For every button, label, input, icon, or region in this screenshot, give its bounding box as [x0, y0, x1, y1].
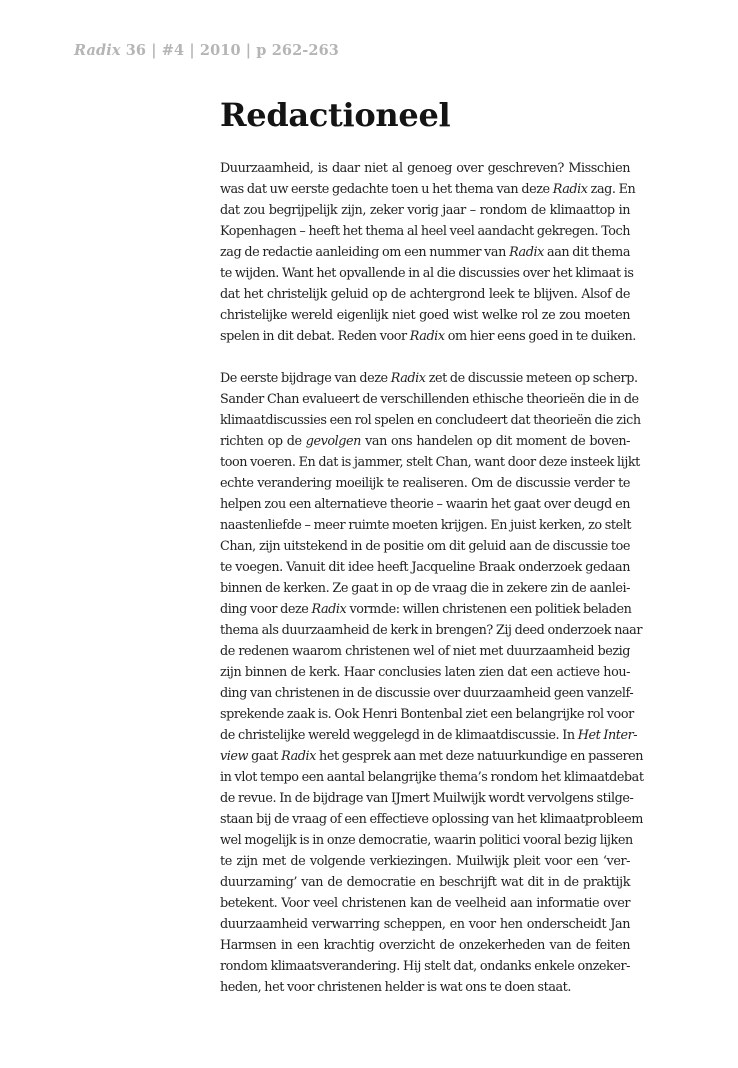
text-run: dat zou begrijpelijk zijn, zeker vorig jaar – rondom de klimaattop in — [220, 203, 630, 218]
text-line — [220, 515, 630, 536]
text-line — [220, 872, 630, 893]
journal-name: Radix — [74, 42, 121, 59]
text-run: te voegen. Vanuit dit idee heeft Jacqueline Braak onderzoek gedaan — [220, 559, 630, 575]
text-line — [220, 494, 630, 515]
text-run: staan bij de vraag of een effectieve oplossing van het klimaatprobleem — [220, 811, 643, 827]
text-run: rondom klimaatsverandering. Hij stelt dat, ondanks enkele onzeker- — [220, 958, 630, 974]
text-run: zag de redactie aanleiding om een nummer van — [220, 245, 510, 260]
text-line — [220, 977, 630, 998]
text-run: in vlot tempo een aantal belangrijke thema’s rondom het klimaatdebat — [220, 769, 644, 785]
text-run: de redenen waarom christenen wel of niet met duurzaamheid bezig — [220, 643, 630, 659]
text-run: klimaatdiscussies een rol spelen en concludeert dat theorieën die zich — [220, 412, 641, 428]
text-run: gaat — [248, 748, 282, 764]
text-line — [220, 263, 634, 284]
text-run: ding voor deze — [220, 601, 312, 617]
text-run: binnen de kerken. Ze gaat in op de vraag die in zekere zin de aanlei- — [220, 580, 630, 596]
text-line — [220, 809, 643, 830]
text-run: betekent. Voor veel christenen kan de veelheid aan informatie over — [220, 895, 630, 911]
text-run: christelijke wereld eigenlijk niet goed wist welke rol ze zou moeten — [220, 308, 630, 323]
italic-run: Radix — [311, 601, 347, 617]
text-run: aan dit thema — [543, 245, 630, 260]
text-line — [220, 158, 630, 179]
text-run: Kopenhagen – heeft het thema al heel veel aandacht gekregen. Toch — [220, 224, 631, 239]
text-run: duurzaamheid verwarring scheppen, en voor hen onderscheidt Jan — [220, 916, 630, 932]
text-run: ding van christenen in de discussie over duurzaamheid geen vanzelf- — [220, 685, 634, 701]
text-line — [220, 662, 630, 683]
text-run: toon voeren. En dat is jammer, stelt Chan, want door deze insteek lijkt — [220, 454, 640, 470]
text-run: zag. En — [587, 182, 636, 197]
text-run: echte verandering moeilijk te realiseren. Om de discussie verder te — [220, 475, 630, 491]
text-line — [220, 557, 630, 578]
text-run: de revue. In de bijdrage van IJmert Muilwijk wordt vervolgens stilge- — [220, 790, 634, 806]
paragraph-intro — [220, 158, 636, 347]
italic-run: Het Inter- — [577, 727, 638, 743]
text-line — [220, 578, 630, 599]
text-run: heden, het voor christenen helder is wat ons te doen staat. — [220, 979, 571, 995]
paragraph-contributions — [220, 368, 644, 998]
text-run: naastenliefde – meer ruimte moeten krijgen. En juist kerken, zo stelt — [220, 517, 632, 533]
article-body — [220, 158, 644, 1018]
text-run: thema als duurzaamheid de kerk in brengen? Zij deed onderzoek naar — [220, 622, 643, 638]
text-run: sprekende zaak is. Ook Henri Bontenbal ziet een belangrijke rol voor — [220, 706, 634, 722]
text-run: te wijden. Want het opvallende in al die discussies over het klimaat is — [220, 266, 634, 281]
text-line — [220, 179, 636, 200]
text-run: om hier eens goed in te duiken. — [444, 329, 636, 344]
text-run: dat het christelijk geluid op de achtergrond leek te blijven. Alsof de — [220, 287, 630, 302]
text-line — [220, 725, 638, 746]
text-line — [220, 368, 638, 389]
text-run: Chan, zijn uitstekend in de positie om dit geluid aan de discussie toe — [220, 538, 630, 554]
text-run: van ons handelen op dit moment de boven- — [360, 433, 631, 449]
text-line — [220, 389, 639, 410]
text-line — [220, 767, 644, 788]
text-line — [220, 641, 630, 662]
text-run: duurzaming’ van de democratie en beschrijft wat dit in de praktijk — [220, 874, 630, 890]
text-run: De eerste bijdrage van deze — [220, 370, 391, 386]
italic-run: Radix — [409, 329, 445, 344]
text-run: spelen in dit debat. Reden voor — [220, 329, 410, 344]
text-run: te zijn met de volgende verkiezingen. Muilwijk pleit voor een ‘ver- — [220, 853, 630, 869]
italic-run: Radix — [552, 182, 588, 197]
italic-run: view — [220, 748, 249, 764]
text-line — [220, 704, 634, 725]
italic-run: Radix — [281, 748, 316, 764]
article-title: Redactioneel — [220, 96, 451, 134]
text-run: het gesprek aan met deze natuurkundige en passeren — [315, 748, 644, 764]
text-line — [220, 683, 634, 704]
text-line — [220, 242, 630, 263]
text-line — [220, 200, 630, 221]
text-line — [220, 410, 641, 431]
text-line — [220, 599, 630, 620]
text-run: wel mogelijk is in onze democratie, waarin politici vooral bezig lijken — [220, 832, 633, 848]
italic-run: Radix — [390, 370, 426, 386]
text-run: de christelijke wereld weggelegd in de klimaatdiscussie. In — [220, 727, 578, 743]
text-line — [220, 284, 630, 305]
text-line — [220, 788, 634, 809]
text-line — [220, 536, 630, 557]
text-run: Harmsen in een krachtig overzicht de onzekerheden van de feiten — [220, 937, 630, 953]
text-line — [220, 830, 633, 851]
issue-info: 36 | #4 | 2010 | p 262-263 — [120, 42, 339, 59]
text-line — [220, 746, 644, 767]
text-run: Sander Chan evalueert de verschillenden ethische theorieën die in de — [220, 391, 639, 407]
italic-run: gevolgen — [305, 433, 361, 449]
text-line — [220, 326, 636, 347]
text-line — [220, 473, 630, 494]
text-line — [220, 851, 630, 872]
text-line — [220, 431, 630, 452]
text-run: richten op de — [220, 433, 306, 449]
text-run: zet de discussie meteen op scherp. — [425, 370, 638, 386]
text-run: zijn binnen de kerk. Haar conclusies laten zien dat een actieve hou- — [220, 664, 630, 680]
text-line — [220, 935, 630, 956]
text-line — [220, 221, 630, 242]
text-run: helpen zou een alternatieve theorie – waarin het gaat over deugd en — [220, 496, 630, 512]
text-line — [220, 452, 640, 473]
text-line — [220, 956, 630, 977]
text-run: was dat uw eerste gedachte toen u het thema van deze — [220, 182, 553, 197]
text-run: vormde: willen christenen een politiek beladen — [346, 601, 632, 617]
text-line — [220, 914, 630, 935]
text-run: Duurzaamheid, is daar niet al genoeg over geschreven? Misschien — [220, 161, 630, 176]
text-line — [220, 620, 643, 641]
running-header — [74, 42, 339, 59]
text-line — [220, 305, 630, 326]
italic-run: Radix — [509, 245, 544, 260]
text-line — [220, 893, 630, 914]
